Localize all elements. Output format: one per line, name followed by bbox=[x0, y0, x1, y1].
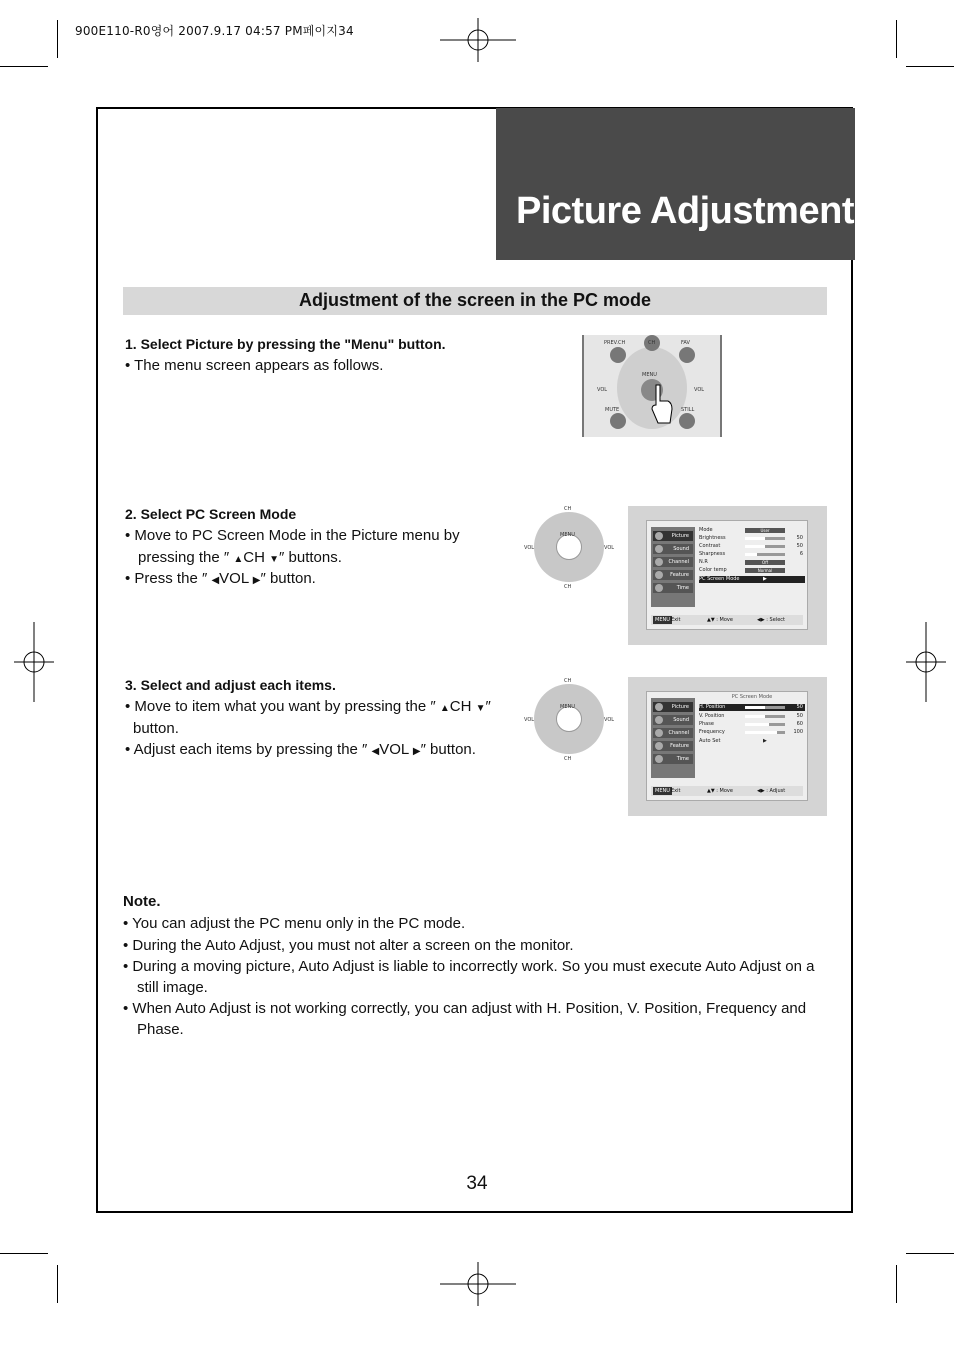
osd-move-hint: ▲▼ : Move bbox=[707, 788, 733, 794]
dpad-ch-top-label: CH bbox=[564, 678, 572, 684]
osd-picture-menu bbox=[628, 506, 827, 645]
dpad-vol-right-label: VOL bbox=[604, 545, 615, 551]
crop-mark bbox=[896, 1265, 897, 1303]
step3-bullet1-line1: • Move to item what you want by pressing the ″ ▲CH ▼″ bbox=[125, 698, 491, 715]
arrow-right-icon: ▶ bbox=[763, 738, 767, 744]
dpad-menu-label: MENU bbox=[560, 532, 575, 538]
osd-side-tabs bbox=[651, 527, 695, 607]
osd-tab-feature: Feature bbox=[653, 570, 693, 580]
step1-bullet: • The menu screen appears as follows. bbox=[125, 357, 384, 374]
left-triangle-icon: ◀ bbox=[211, 575, 220, 586]
page-number: 34 bbox=[466, 1173, 488, 1194]
osd-row-phase: Phase 60 bbox=[699, 721, 803, 727]
note-item: still image. bbox=[137, 979, 208, 996]
osd-row-mode: Mode User bbox=[699, 527, 805, 534]
note-item: Phase. bbox=[137, 1021, 184, 1038]
osd-footer bbox=[651, 615, 803, 625]
remote-control-illustration bbox=[582, 335, 722, 437]
osd-row-frequency: Frequency 100 bbox=[699, 729, 803, 735]
osd-row-contrast: Contrast 50 bbox=[699, 543, 803, 549]
crop-mark bbox=[0, 66, 48, 67]
section-title: Adjustment of the screen in the PC mode bbox=[298, 290, 652, 310]
osd-screen bbox=[646, 691, 808, 801]
note-item: • You can adjust the PC menu only in the PC mode. bbox=[123, 915, 466, 932]
down-triangle-icon: ▼ bbox=[269, 554, 280, 565]
dpad-ch-bottom-label: CH bbox=[564, 756, 572, 762]
osd-row-pc-screen-mode: PC Screen Mode ▶ bbox=[699, 576, 805, 583]
osd-tab-channel: Channel bbox=[653, 557, 693, 567]
dpad-ch-top-label: CH bbox=[564, 506, 572, 512]
osd-tab-channel: Channel bbox=[653, 728, 693, 738]
prev-ch-button bbox=[610, 347, 626, 363]
osd-row-color-temp: Color temp Normal bbox=[699, 567, 805, 574]
section-header bbox=[123, 287, 827, 315]
osd-submenu-title: PC Screen Mode bbox=[731, 694, 773, 700]
step2-bullet1-line1: • Move to PC Screen Mode in the Picture menu by bbox=[125, 527, 460, 544]
still-label: STILL bbox=[681, 407, 695, 413]
crop-mark bbox=[57, 20, 58, 58]
osd-move-hint: ▲▼ : Move bbox=[707, 617, 733, 623]
prev-ch-label: PREV.CH bbox=[604, 340, 626, 346]
step3-title: 3. Select and adjust each items. bbox=[125, 677, 336, 693]
osd-side-tabs bbox=[651, 698, 695, 778]
osd-menu-key: MENU bbox=[655, 617, 670, 623]
mute-button bbox=[610, 413, 626, 429]
dpad-menu-label: MENU bbox=[560, 704, 575, 710]
dpad-illustration-2 bbox=[524, 678, 615, 762]
left-triangle-icon: ◀ bbox=[371, 746, 380, 757]
up-triangle-icon: ▲ bbox=[233, 554, 244, 565]
osd-row-sharpness: Sharpness 6 bbox=[699, 551, 803, 557]
fav-button bbox=[679, 347, 695, 363]
osd-row-v-position: V. Position 50 bbox=[699, 713, 803, 719]
down-triangle-icon: ▼ bbox=[475, 703, 486, 714]
osd-screen bbox=[646, 520, 808, 630]
step2-bullet2: • Press the ″ ◀VOL ▶″ button. bbox=[125, 570, 316, 587]
osd-tab-picture: Picture bbox=[653, 702, 693, 712]
registration-mark-top bbox=[440, 18, 516, 62]
ch-label: CH bbox=[648, 340, 656, 346]
right-triangle-icon: ▶ bbox=[412, 746, 421, 757]
printer-mark: 900E110-R0영어 2007.9.17 04:57 PM페이지34 bbox=[75, 24, 354, 38]
crop-mark bbox=[906, 1253, 954, 1254]
osd-footer bbox=[651, 786, 803, 796]
osd-tab-sound: Sound bbox=[653, 715, 693, 725]
registration-mark-bottom bbox=[440, 1262, 516, 1306]
arrow-right-icon: ▶ bbox=[763, 576, 767, 582]
note-item: • When Auto Adjust is not working correctly, you can adjust with H. Position, V. Position, Frequency and bbox=[123, 1000, 807, 1017]
osd-row-nr: N.R Off bbox=[699, 559, 805, 566]
osd-tab-sound: Sound bbox=[653, 544, 693, 554]
note-title: Note. bbox=[123, 893, 161, 910]
note-item: • During a moving picture, Auto Adjust is liable to incorrectly work. So you must execute Auto Adjust on a bbox=[123, 958, 815, 975]
osd-select-hint: ◀▶ : Select bbox=[757, 617, 785, 623]
right-triangle-icon: ▶ bbox=[252, 575, 261, 586]
osd-row-auto-set: Auto Set ▶ bbox=[699, 738, 767, 744]
crop-mark bbox=[906, 66, 954, 67]
osd-adjust-hint: ◀▶ : Adjust bbox=[757, 788, 786, 794]
vol-left-label: VOL bbox=[597, 387, 608, 393]
crop-mark bbox=[57, 1265, 58, 1303]
osd-tab-time: Time bbox=[653, 754, 693, 764]
still-button bbox=[679, 413, 695, 429]
osd-pc-screen-mode-menu bbox=[628, 677, 827, 816]
dpad-ch-bottom-label: CH bbox=[564, 584, 572, 590]
page-title: Picture Adjustment bbox=[516, 190, 854, 232]
dpad-illustration-1 bbox=[524, 506, 615, 590]
osd-row-brightness: Brightness 50 bbox=[699, 535, 803, 541]
dpad-vol-left-label: VOL bbox=[524, 545, 535, 551]
page-frame bbox=[96, 107, 853, 1213]
osd-tab-time: Time bbox=[653, 583, 693, 593]
osd-exit-hint: Exit bbox=[671, 617, 681, 623]
step3-bullet2: • Adjust each items by pressing the ″ ◀VOL ▶″ button. bbox=[125, 741, 476, 758]
osd-tab-feature: Feature bbox=[653, 741, 693, 751]
osd-menu-key: MENU bbox=[655, 788, 670, 794]
mute-label: MUTE bbox=[605, 407, 620, 413]
crop-mark bbox=[0, 1253, 48, 1254]
step3-bullet1-line2: button. bbox=[133, 720, 179, 737]
registration-mark-right bbox=[906, 622, 946, 702]
osd-row-h-position: H. Position 50 bbox=[699, 704, 803, 710]
osd-exit-hint: Exit bbox=[671, 788, 681, 794]
osd-tab-picture: Picture bbox=[653, 531, 693, 541]
step1-title: 1. Select Picture by pressing the "Menu" button. bbox=[125, 336, 446, 352]
title-banner bbox=[496, 108, 855, 260]
crop-mark bbox=[896, 20, 897, 58]
fav-label: FAV bbox=[681, 340, 690, 346]
vol-right-label: VOL bbox=[694, 387, 705, 393]
registration-mark-left bbox=[14, 622, 54, 702]
hand-pointer-icon bbox=[650, 383, 676, 427]
step2-bullet1-line2: pressing the ″ ▲CH ▼″ buttons. bbox=[138, 549, 342, 566]
menu-label: MENU bbox=[642, 372, 657, 378]
up-triangle-icon: ▲ bbox=[439, 703, 450, 714]
dpad-vol-left-label: VOL bbox=[524, 717, 535, 723]
step2-title: 2. Select PC Screen Mode bbox=[125, 506, 297, 522]
note-item: • During the Auto Adjust, you must not alter a screen on the monitor. bbox=[123, 937, 574, 954]
dpad-vol-right-label: VOL bbox=[604, 717, 615, 723]
